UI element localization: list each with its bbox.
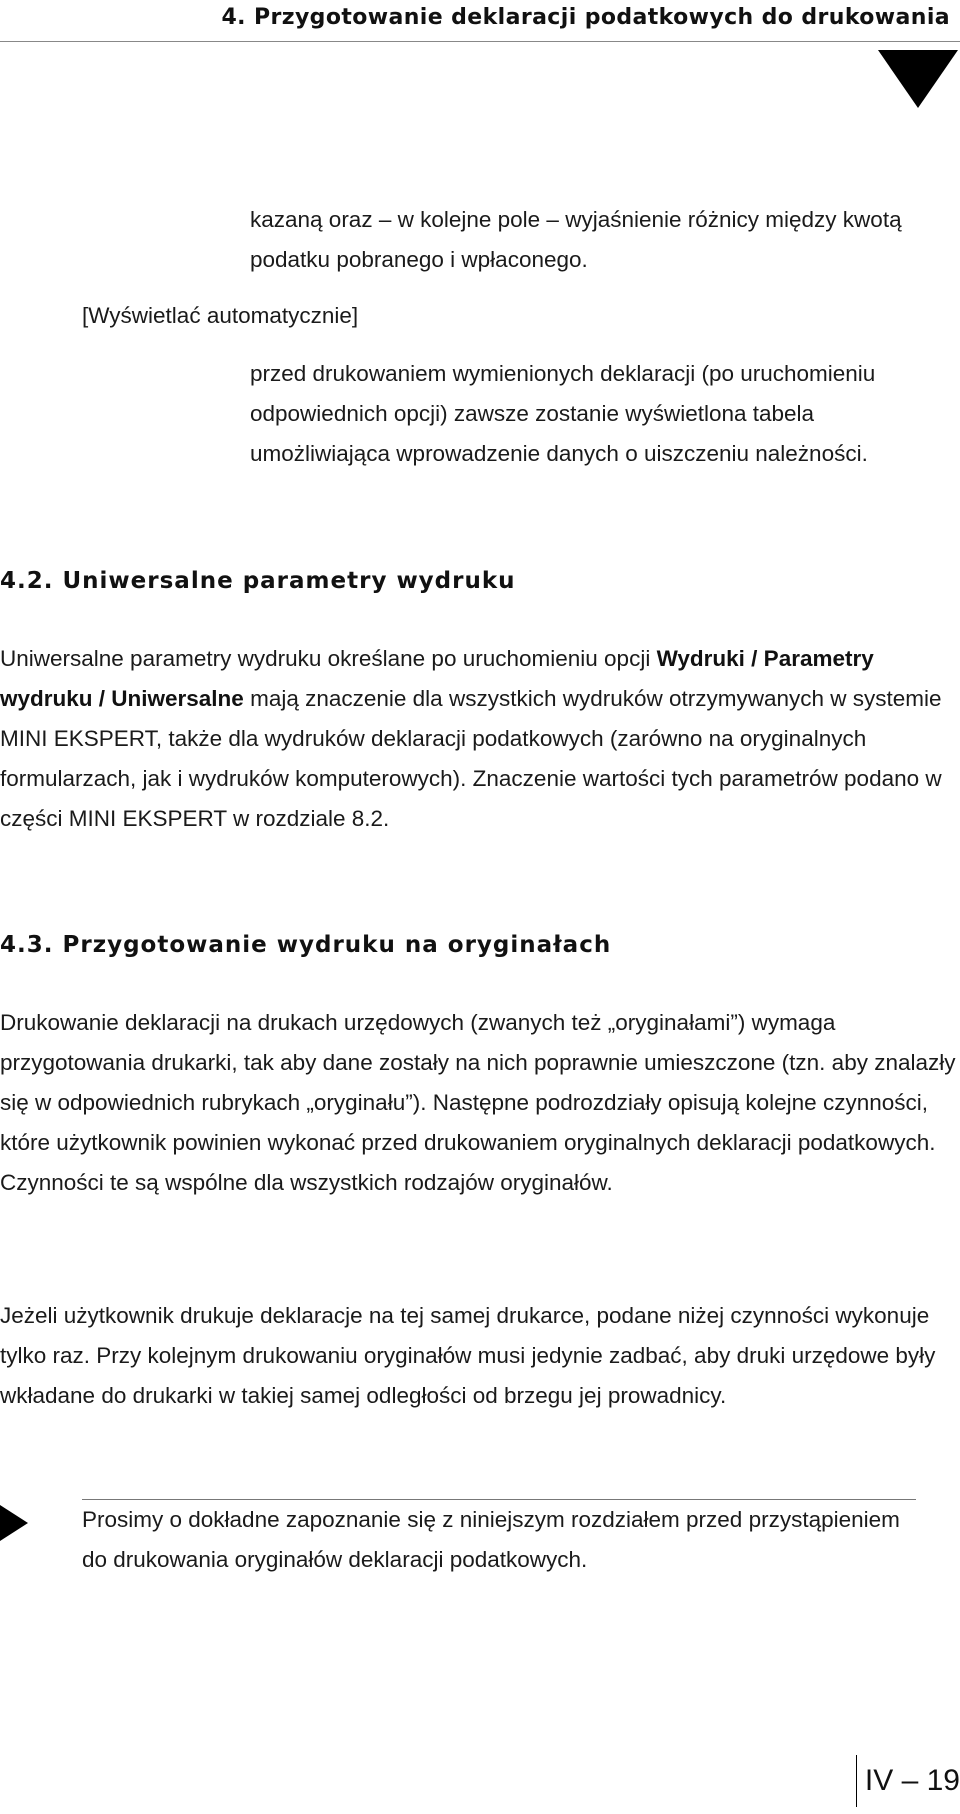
page-number: IV – 19	[864, 1764, 960, 1797]
intro-paragraph: kazaną oraz – w kolejne pole – wyjaśnienie różnicy między kwotą podatku pobranego i wpłaconego.	[250, 207, 902, 272]
note-arrow-icon	[0, 1505, 28, 1541]
note-text: Prosimy o dokładne zapoznanie się z niniejszym rozdziałem przed przystąpieniem do drukowania oryginałów deklaracji podatkowych.	[82, 1507, 900, 1572]
option-description-auto-display: przed drukowaniem wymienionych deklaracji (po uruchomieniu odpowiednich opcji) zawsze zostanie wyświetlona tabela umożliwiająca wprowadzenie danych o uiszczeniu należności.	[250, 361, 876, 466]
chapter-title: 4. Przygotowanie deklaracji podatkowych do drukowania	[221, 5, 950, 30]
section-heading-4-2: 4.2. Uniwersalne parametry wydruku	[0, 568, 516, 594]
corner-triangle-icon	[878, 50, 958, 108]
option-label-auto-display: [Wyświetlać automatycznie]	[82, 303, 359, 328]
section-4-2-text-before: Uniwersalne parametry wydruku określane po uruchomieniu opcji	[0, 646, 657, 671]
section-4-3-paragraph-2: Jeżeli użytkownik drukuje deklaracje na tej samej drukarce, podane niżej czynności wykonuje tylko raz. Przy kolejnym drukowaniu oryginałów musi jedynie zadbać, aby druki urzędowe były wkładane do drukarki w takiej samej odległości od brzegu jej prowadnicy.	[0, 1303, 936, 1408]
section-4-3-paragraph-1: Drukowanie deklaracji na drukach urzędowych (zwanych też „oryginałami”) wymaga przygotowania drukarki, tak aby dane zostały na nich poprawnie umieszczone (tzn. aby znalazły się w odpowiednich rubrykach „oryginału”). Następne podrozdziały opisują kolejne czynności, które użytkownik powinien wykonać przed drukowaniem oryginalnych deklaracji podatkowych. Czynności te są wspólne dla wszystkich rodzajów oryginałów.	[0, 1010, 956, 1195]
section-4-2-paragraph	[0, 639, 960, 839]
header-divider	[0, 41, 960, 42]
section-4-2-text-after: mają znaczenie dla wszystkich wydruków otrzymywanych w systemie MINI EKSPERT, także dla wydruków deklaracji podatkowych (zarówno na oryginalnych formularzach, jak i wydruków komputerowych). Znaczenie wartości tych parametrów podano w części MINI EKSPERT w rozdziale 8.2.	[0, 686, 942, 831]
section-heading-4-3: 4.3. Przygotowanie wydruku na oryginałach	[0, 932, 612, 958]
menu-path: Wydruki / Parametry wydruku / Uniwersalne	[0, 646, 874, 711]
